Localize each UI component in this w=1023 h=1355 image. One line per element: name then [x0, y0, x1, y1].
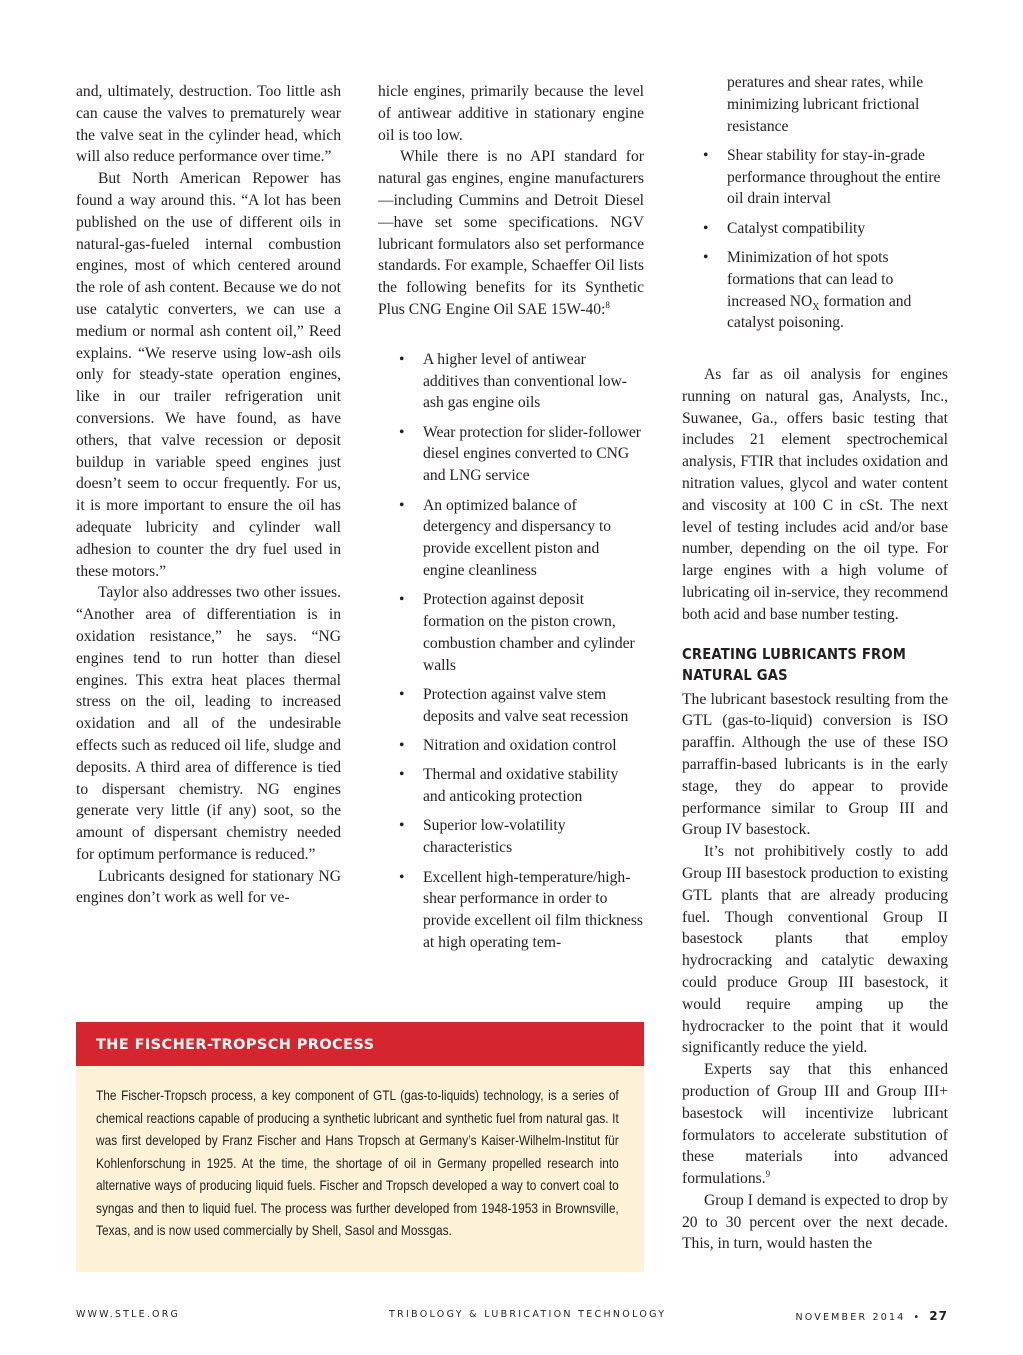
list-item: • Protection against valve stem deposits and valve seat recession [378, 684, 644, 728]
footer-month: NOVEMBER 2014 [795, 1312, 906, 1323]
list-item: • Catalyst compatibility [682, 218, 948, 240]
sidebar-body: The Fischer-Tropsch process, a key component of GTL (gas-to-liquids) technology, is a series of chemical reactions capable of producing a synthetic lubricant and synthetic fuel from natural gas. It was first developed by Franz Fischer and Hans Tropsch at Germany’s Kaiser-Wilhelm-Institut für Kohlenforschung in 1925. At the time, the shortage of oil in Germany propelled research into alternative ways of producing liquid fuels. Fischer and Tropsch developed a way to convert coal to syngas and then to liquid fuel. The process was further developed from 1948-1953 in Brownsville, Texas, and is now used commercially by Shell, Sasol and Mossgas. [96, 1087, 619, 1238]
article-column-2 [378, 81, 644, 961]
paragraph: and, ultimately, destruction. Too little ash can cause the valves to prematurely wear the valve seat in the cylinder head, which will also reduce performance over time.” [76, 83, 341, 166]
paragraph: As far as oil analysis for engines running on natural gas, Analysts, Inc., Suwanee, Ga., offers basic testing that includes 21 element spectrochemical analysis, FTIR that includes oxidation and nitration values, glycol and water content and viscosity at 100 C in cSt. The next level of testing includes acid and/or base number, depending on the oil type. For large engines with a high volume of lubricating oil in-service, they recommend both acid and base number testing. [682, 366, 948, 623]
footer-publication: TRIBOLOGY & LUBRICATION TECHNOLOGY [389, 1309, 667, 1320]
paragraph [682, 1059, 948, 1190]
footnote-ref: 8 [605, 299, 610, 310]
subscript: X [812, 301, 820, 313]
footer-issue [795, 1309, 948, 1323]
list-item-text: formation and catalyst poisoning. [727, 292, 912, 332]
list-item: • Excellent high-temperature/high-shear performance in order to provide excellent oil film thickness at high operating tem- [378, 867, 644, 954]
paragraph: Group I demand is expected to drop by 20 to 30 percent over the next decade. This, in turn, would hasten the [682, 1191, 948, 1253]
footnote-ref: 9 [765, 1168, 771, 1179]
list-item: • Superior low-volatility characteristics [378, 815, 644, 859]
list-item: • Thermal and oxidative stability and anticoking protection [378, 764, 644, 808]
sidebar-header [76, 1022, 644, 1066]
paragraph: Taylor also addresses two other issues. “Another area of differentiation is in oxidation resistance,” he says. “NG engines tend to run hotter than diesel engines. This extra heat places thermal stress on the oil, leading to increased oxidation and all of the undesirable effects such as reduced oil life, sludge and deposits. A third area of difference is tied to dispersant chemistry. NG engines generate very little (if any) soot, so the amount of dispersant chemistry needed for optimum performance is reduced.” [76, 584, 341, 863]
list-item: peratures and shear rates, while minimizing lubricant frictional resistance [727, 74, 924, 135]
benefits-list-continued [682, 72, 948, 334]
paragraph: Lubricants designed for stationary NG engines don’t work as well for ve- [76, 867, 341, 907]
paragraph-text: Experts say that this enhanced production of Group III and Group III+ basestock will incentivize lubricant formulators to accelerate substitution of these materials into advanced formulations. [682, 1061, 948, 1188]
paragraph: The lubricant basestock resulting from the GTL (gas-to-liquid) conversion is ISO paraffin. Although the use of these ISO parraffin-based lubricants is in the early stage, they do appear to provide performance similar to Group III and Group IV basestock. [682, 690, 948, 839]
paragraph: But North American Repower has found a way around this. “A lot has been published on the use of different oils in natural-gas-fueled internal combustion engines, most of which centered around the role of ash content. Because we do not use catalytic converters, we can use a medium or normal ash content oil,” Reed explains. “We reserve using low-ash oils only for steady-state operation engines, like in our trailer refrigeration unit conversions. We have found, as have others, that valve recession or deposit buildup in variable speed engines just doesn’t seem to occur frequently. For us, it is more important to ensure the oil has adequate lubricity and cylinder wall adhesion to counter the dry fuel used in these motors.” [76, 170, 341, 580]
paragraph [378, 146, 644, 320]
sidebar-box [76, 1022, 644, 1272]
paragraph: It’s not prohibitively costly to add Group III basestock production to existing GTL plants that are already producing fuel. Though conventional Group II basestock plants that employ hydrocracking and catalytic dewaxing could produce Group III basestock, it would require amping up the hydrocracker to the point that it would significantly reduce the yield. [682, 843, 948, 1057]
list-item-text: Minimization of hot spots formations that can lead to increased NO [727, 249, 894, 310]
list-item: • A higher level of antiwear additives than conventional low-ash gas engine oils [378, 349, 644, 414]
article-column-3 [682, 364, 948, 1255]
list-item: • Wear protection for slider-follower diesel engines converted to CNG and LNG service [378, 422, 644, 487]
paragraph: hicle engines, primarily because the level of antiwear additive in stationary engine oil is too low. [378, 83, 644, 144]
section-heading: CREATING LUBRICANTS FROM NATURAL GAS [682, 644, 907, 684]
page-footer [0, 1309, 1023, 1323]
article-column-1 [76, 81, 341, 909]
page-number: 27 [929, 1309, 948, 1323]
list-item: • Shear stability for stay-in-grade performance throughout the entire oil drain interval [682, 145, 948, 210]
list-item: • Protection against deposit formation on the piston crown, combustion chamber and cylinder walls [378, 589, 644, 676]
benefits-list [378, 349, 644, 954]
article-column-3-list [682, 72, 948, 342]
list-item: • An optimized balance of detergency and dispersancy to provide excellent piston and engine cleanliness [378, 495, 644, 582]
footer-website: WWW.STLE.ORG [76, 1309, 181, 1320]
footer-separator: • [913, 1312, 922, 1323]
list-item [682, 247, 948, 334]
list-item: • Nitration and oxidation control [378, 735, 644, 757]
sidebar-title: THE FISCHER-TROPSCH PROCESS [96, 1037, 375, 1053]
paragraph-text: While there is no API standard for natural gas engines, engine manufacturers—including Cummins and Detroit Diesel—have set some specifications. NGV lubricant formulators also set performance standards. For example, Schaeffer Oil lists the following benefits for its Synthetic Plus CNG Engine Oil SAE 15W-40: [378, 148, 644, 318]
